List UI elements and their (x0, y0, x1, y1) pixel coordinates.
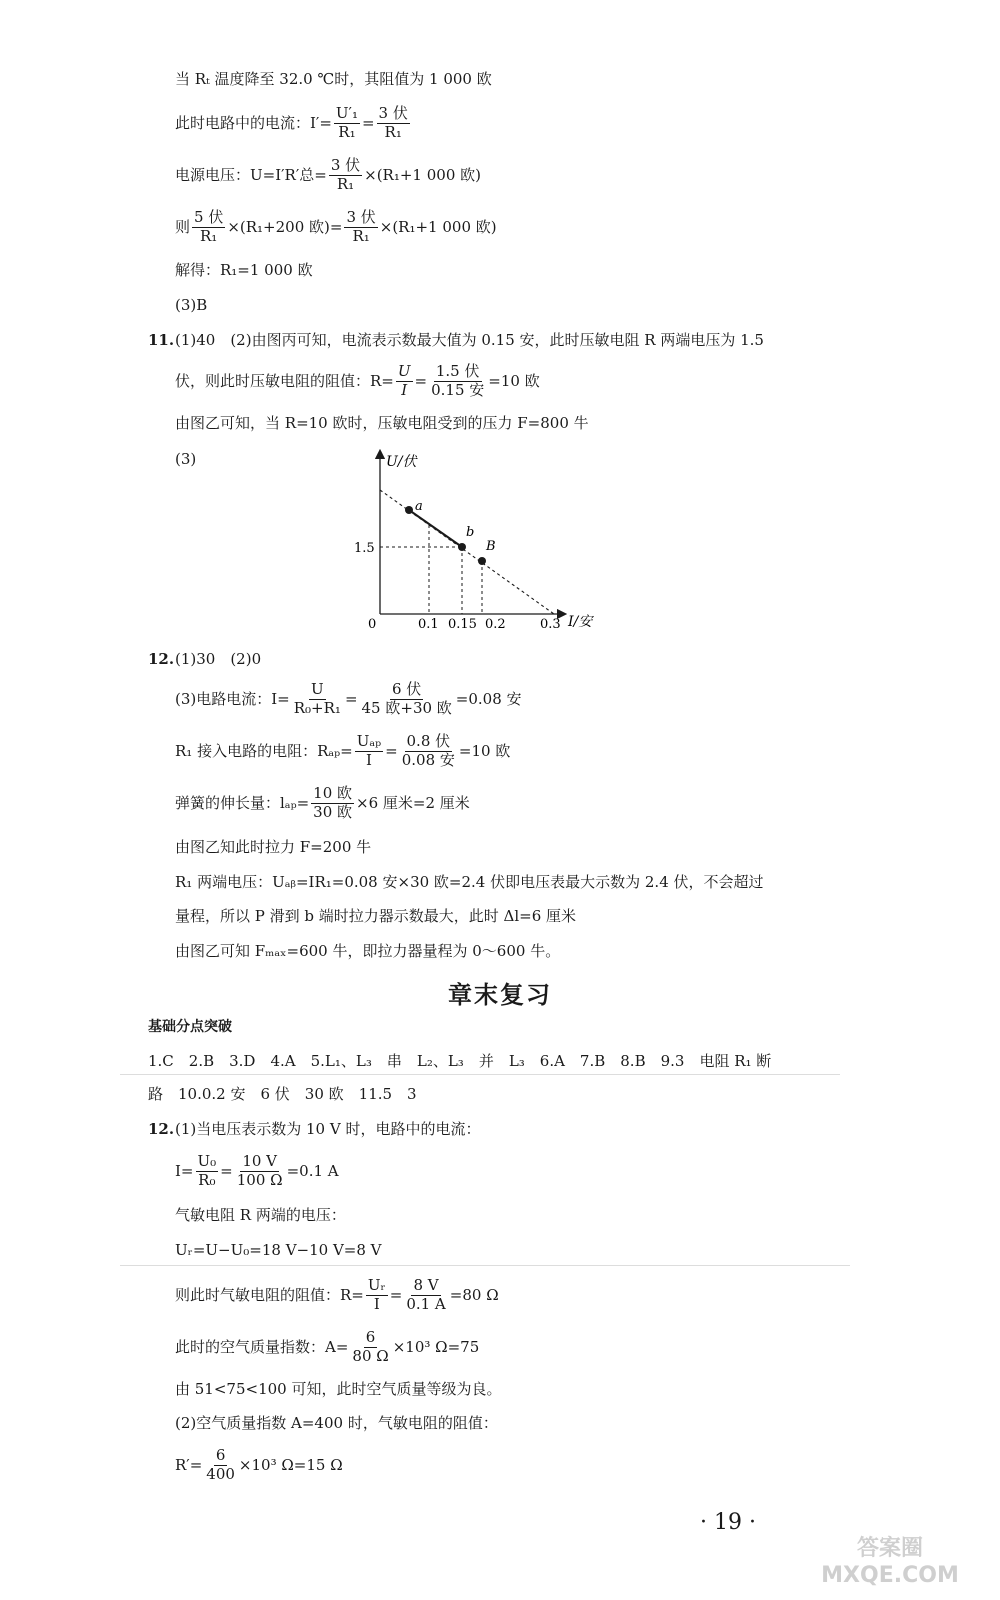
fraction (429, 364, 486, 399)
eq-sign: = (414, 371, 428, 390)
denominator: I (401, 380, 408, 399)
denominator: R₁ (352, 226, 370, 245)
review-q12-line1: (1)当电压表示数为 10 V 时，电路中的电流： (175, 1120, 481, 1138)
eq-sign: = (344, 689, 358, 708)
eq-sign: = (385, 741, 398, 760)
numerator: 1.5 伏 (435, 362, 480, 380)
point-b (458, 543, 466, 551)
label-b: b (466, 525, 475, 540)
numerator: 0.8 伏 (406, 732, 451, 750)
divider (120, 1074, 840, 1075)
point-B (478, 557, 486, 565)
denominator: R₁ (338, 122, 356, 141)
fraction (404, 1278, 447, 1313)
section-subtitle: 基础分点突破 (148, 1019, 232, 1035)
eq-text: R′= (175, 1455, 203, 1474)
eq-sign: = (220, 1161, 233, 1180)
q12-line5: 由图乙知此时拉力 F=200 牛 (175, 838, 372, 856)
divider (120, 1265, 850, 1266)
x-tick: 0.2 (485, 617, 506, 632)
q12-line7: 量程，所以 P 滑到 b 端时拉力器示数最大，此时 Δl=6 厘米 (175, 907, 577, 925)
denominator: 0.1 A (406, 1294, 446, 1313)
numerator: 5 伏 (194, 208, 224, 226)
fraction (360, 682, 454, 717)
fraction (196, 1154, 219, 1189)
q11-part3: (3) (175, 450, 197, 468)
fraction (377, 106, 410, 141)
review-q12-current-eq (175, 1154, 339, 1189)
fraction (292, 682, 343, 717)
eq-text: =80 Ω (449, 1285, 499, 1304)
review-q12-final-eq (175, 1448, 343, 1483)
q12-spring-eq (175, 786, 470, 821)
denominator: 45 欧+30 欧 (361, 698, 452, 717)
fraction (366, 1278, 388, 1313)
numerator: 10 欧 (313, 784, 353, 802)
numerator: 8 V (413, 1276, 439, 1294)
sec10-current-eq (175, 106, 412, 141)
section-title: 章末复习 (448, 981, 552, 1009)
eq-text: ×6 厘米=2 厘米 (356, 793, 470, 812)
y-tick-1-5: 1.5 (354, 541, 375, 556)
denominator: 0.15 安 (431, 380, 485, 399)
numerator: U′₁ (335, 104, 358, 122)
x-tick: 0.15 (448, 617, 477, 632)
denominator: 0.08 安 (401, 750, 455, 769)
fraction (204, 1448, 237, 1483)
fraction (329, 158, 362, 193)
fraction (350, 1330, 390, 1365)
x-axis-label: I/安 (568, 614, 593, 630)
denominator: R₁ (200, 226, 218, 245)
answers-line2: 路 10.0.2 安 6 伏 30 欧 11.5 3 (148, 1085, 417, 1103)
fraction (334, 106, 360, 141)
q11-line1: (1)40 (2)由图丙可知，电流表示数最大值为 0.15 安，此时压敏电阻 R 两端电压为 1.5 (175, 331, 764, 349)
eq-text: ×(R₁+200 欧)= (227, 217, 343, 236)
point-a (405, 506, 413, 514)
denominator: R₀ (198, 1170, 216, 1189)
eq-text: I= (175, 1161, 194, 1180)
q11-resistance-eq (175, 364, 540, 399)
eq-text: =0.08 安 (455, 689, 522, 708)
fraction (396, 364, 413, 399)
eq-text: ×10³ Ω=15 Ω (238, 1455, 343, 1474)
denominator: 80 Ω (352, 1346, 389, 1365)
ui-graph (340, 440, 620, 640)
review-q12-number: 12. (148, 1120, 175, 1138)
q12-resistance-eq (175, 734, 510, 769)
denominator: R₀+R₁ (293, 698, 341, 717)
eq-text: =10 欧 (458, 741, 511, 760)
denominator: 100 Ω (236, 1170, 283, 1189)
fraction (235, 1154, 285, 1189)
q11-number: 11. (148, 331, 175, 349)
label-B: B (486, 539, 496, 554)
eq-text: 弹簧的伸长量：lₐₚ= (175, 793, 310, 812)
numerator: 10 V (242, 1152, 277, 1170)
answers-line1: 1.C 2.B 3.D 4.A 5.L₁、L₃ 串 L₂、L₃ 并 L₃ 6.A 7.B 8.B 9.3 电阻 R₁ 断 (148, 1052, 772, 1070)
q12-line8: 由图乙可知 Fₘₐₓ=600 牛，即拉力器量程为 0～600 牛。 (175, 942, 561, 960)
numerator: 3 伏 (346, 208, 376, 226)
numerator: Uᵣ (367, 1276, 386, 1294)
eq-text: 则 (175, 217, 191, 236)
denominator: 400 (206, 1464, 235, 1483)
numerator: Uₐₚ (356, 732, 382, 750)
sec10-voltage-eq (175, 158, 481, 193)
fraction (344, 210, 377, 245)
fraction (192, 210, 225, 245)
denominator: R₁ (384, 122, 402, 141)
numerator: U₀ (197, 1152, 217, 1170)
review-q12-line3: 气敏电阻 R 两端的电压： (175, 1206, 346, 1224)
numerator: 6 (365, 1328, 376, 1346)
segment-ab (409, 510, 462, 547)
q12-line1: (1)30 (2)0 (175, 650, 262, 668)
review-q12-line4: Uᵣ=U−U₀=18 V−10 V=8 V (175, 1241, 382, 1259)
sec10-solve-eq (175, 210, 497, 245)
numerator: 6 伏 (392, 680, 422, 698)
numerator: 3 伏 (378, 104, 408, 122)
q11-line3: 由图乙可知，当 R=10 欧时，压敏电阻受到的压力 F=800 牛 (175, 414, 589, 432)
eq-text: =0.1 A (286, 1161, 339, 1180)
eq-text: ×10³ Ω=75 (392, 1337, 480, 1356)
denominator: 30 欧 (313, 802, 353, 821)
fraction (355, 734, 383, 769)
eq-text: 伏，则此时压敏电阻的阻值：R= (175, 371, 394, 390)
eq-text: (3)电路电流：I= (175, 689, 290, 708)
review-q12-resistance-eq (175, 1278, 499, 1313)
label-a: a (415, 499, 423, 514)
numerator: 3 伏 (330, 156, 361, 174)
review-q12-line7: 由 51<75<100 可知，此时空气质量等级为良。 (175, 1380, 502, 1398)
numerator: U (311, 680, 324, 698)
eq-sign: = (389, 1285, 403, 1304)
watermark: 答案圈 MXQE.COM (821, 1536, 959, 1588)
fraction (311, 786, 354, 821)
numerator: 6 (215, 1446, 226, 1464)
eq-text: 此时电路中的电流：I′= (175, 113, 332, 132)
x-tick: 0.3 (540, 617, 561, 632)
eq-text: ×(R₁+1 000 欧) (364, 165, 481, 184)
denominator: R₁ (336, 174, 355, 193)
q12-current-eq (175, 682, 522, 717)
q12-number: 12. (148, 650, 175, 668)
eq-sign: = (361, 113, 375, 132)
eq-text: 电源电压：U=I′R′总= (175, 165, 327, 184)
eq-text: =10 欧 (488, 371, 540, 390)
denominator: I (365, 750, 372, 769)
eq-text: ×(R₁+1 000 欧) (379, 217, 497, 236)
y-axis-label: U/伏 (386, 454, 417, 470)
sec10-result: 解得：R₁=1 000 欧 (175, 261, 313, 279)
sec10-part3: (3)B (175, 296, 208, 314)
eq-text: 此时的空气质量指数：A= (175, 1337, 349, 1356)
denominator: I (373, 1294, 380, 1313)
page-number: · 19 · (700, 1510, 756, 1535)
origin-label: 0 (368, 617, 377, 632)
fraction (400, 734, 457, 769)
numerator: U (397, 362, 411, 380)
sec10-line1: 当 Rₜ 温度降至 32.0 ℃时，其阻值为 1 000 欧 (175, 70, 492, 88)
x-tick: 0.1 (418, 617, 439, 632)
review-q12-index-eq (175, 1330, 479, 1365)
review-q12-line8: (2)空气质量指数 A=400 时，气敏电阻的阻值： (175, 1414, 498, 1432)
q12-line6: R₁ 两端电压：Uₐᵦ=IR₁=0.08 安×30 欧=2.4 伏即电压表最大示数为 2.4 伏，不会超过 (175, 873, 764, 891)
eq-text: 则此时气敏电阻的阻值：R= (175, 1285, 364, 1304)
eq-text: R₁ 接入电路的电阻：Rₐₚ= (175, 741, 353, 760)
